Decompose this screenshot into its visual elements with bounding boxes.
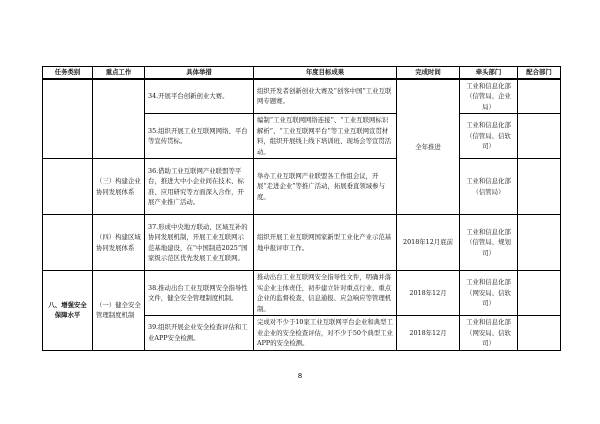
lead-dept-cell: 工业和信息化部（信管局、信软司） [460, 114, 518, 159]
lead-dept-cell: 工业和信息化部（信管局、规划司） [460, 215, 518, 271]
header-lead-dept: 牵头部门 [460, 67, 518, 79]
coop-dept-cell [518, 114, 561, 159]
deadline-cell: 2018年12月 [397, 316, 460, 351]
coop-dept-cell [518, 215, 561, 271]
goal-cell: 组织开展工业互联网国家新型工业化产业示范基地申报评审工作。 [254, 215, 397, 271]
task-table [42, 66, 561, 351]
key-work-cell: （四）构建区域协同发展体系 [93, 215, 145, 271]
header-key-work: 重点工作 [93, 67, 145, 79]
goal-cell: 举办工业互联网产业联盟各工作组会议，开展“走进企业”等推广活动，拓展垂直领域参与度。 [254, 159, 397, 215]
key-work-cell: （一）健全安全管理制度机制 [93, 271, 145, 351]
page-number: 8 [297, 372, 303, 380]
goal-cell: 编制“工业互联网网络连接”、“工业互联网标识解析”、“工业互联网平台”等工业互联网宣贯材料，组织开展线上线下培训班、现场会等宣贯活动。 [254, 114, 397, 159]
measure-cell: 37.形成中央地方联动、区域互补的协同发展机制，开展工业互联网示范基地建设，在“中国制造2025”国家级示范区优先发展工业互联网。 [145, 215, 254, 271]
category-cell [43, 159, 93, 215]
lead-dept-cell: 工业和信息化部（网安局、信软司） [460, 271, 518, 316]
header-measure: 具体举措 [145, 67, 254, 79]
lead-dept-cell: 工业和信息化部（信管局、企业局） [460, 79, 518, 114]
deadline-cell: 2018年12月 [397, 271, 460, 316]
coop-dept-cell [518, 79, 561, 114]
goal-cell: 组织开发者创新创业大赛及“创客中国”工业互联网专题赛。 [254, 79, 397, 114]
category-cell: 八、增强安全保障水平 [43, 271, 93, 351]
table-row [43, 271, 561, 316]
category-cell [43, 215, 93, 271]
coop-dept-cell [518, 316, 561, 351]
goal-cell: 推动出台工业互联网安全指导性文件，明确并落实企业主体责任，初步建立针对重点行业、重点企业的监督检查、信息通报、应急响应等管理机制。 [254, 271, 397, 316]
table-row [43, 215, 561, 271]
table-header-row [43, 67, 561, 79]
header-deadline: 完成时间 [397, 67, 460, 79]
table-row [43, 159, 561, 215]
measure-cell: 35.组织开展工业互联网网络、平台等宣传贯标。 [145, 114, 254, 159]
table-row [43, 79, 561, 114]
header-annual-goal: 年度目标成果 [254, 67, 397, 79]
header-coop-dept: 配合部门 [518, 67, 561, 79]
key-work-cell: （三）构建企业协同发展体系 [93, 159, 145, 215]
category-cell [43, 79, 93, 159]
lead-dept-cell: 工业和信息化部（信管局） [460, 159, 518, 215]
deadline-cell: 2018年12月底前 [397, 215, 460, 271]
measure-cell: 36.借助工业互联网产业联盟等平台，推进大中小企业间在技术、标准、应用研究等方面深入合作，开展产业推广活动。 [145, 159, 254, 215]
header-category: 任务类别 [43, 67, 93, 79]
coop-dept-cell [518, 271, 561, 316]
key-work-cell [93, 79, 145, 159]
coop-dept-cell [518, 159, 561, 215]
lead-dept-cell: 工业和信息化部（网安局、信软司） [460, 316, 518, 351]
measure-cell: 34.开展平台创新创业大赛。 [145, 79, 254, 114]
measure-cell: 38.推动出台工业互联网安全指导性文件，健全安全管理制度机制。 [145, 271, 254, 316]
measure-cell: 39.组织开展企业安全检查评估和工业APP安全检测。 [145, 316, 254, 351]
deadline-cell: 全年推进 [397, 79, 460, 215]
goal-cell: 完成对不少于10家工业互联网平台企业和典型工业企业的安全检查评估，对不少于50个典型工业APP的安全检测。 [254, 316, 397, 351]
